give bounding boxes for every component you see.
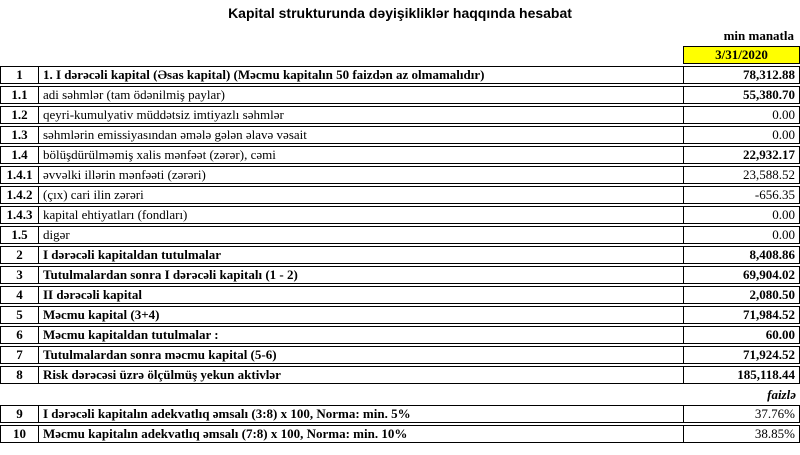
unit-label: min manatla [723, 27, 794, 43]
table-row [0, 226, 800, 244]
row-value: 8,408.86 [683, 246, 800, 264]
row-number: 9 [0, 405, 38, 423]
row-value: 55,380.70 [683, 86, 800, 104]
row-number: 6 [0, 326, 38, 344]
row-number: 1 [0, 66, 38, 84]
row-label: 1. I dərəcəli kapital (Əsas kapital) (Məcmu kapitalın 50 faizdən az olmamalıdır) [38, 66, 683, 84]
row-value: 60.00 [683, 326, 800, 344]
row-number: 1.1 [0, 86, 38, 104]
row-label: Məcmu kapital (3+4) [38, 306, 683, 324]
row-label [38, 386, 683, 403]
date-header-cell: 3/31/2020 [683, 46, 800, 64]
table-row [0, 86, 800, 104]
row-number: 1.3 [0, 126, 38, 144]
row-label: səhmlərin emissiyasından əmələ gələn əlavə vəsait [38, 126, 683, 144]
row-label: digər [38, 226, 683, 244]
row-label: bölüşdürülməmiş xalis mənfəət (zərər), cəmi [38, 146, 683, 164]
row-value: 0.00 [683, 226, 800, 244]
row-number: 3 [0, 266, 38, 284]
row-number: 8 [0, 366, 38, 384]
row-number: 1.4.3 [0, 206, 38, 224]
row-value: 0.00 [683, 106, 800, 124]
table-row [0, 146, 800, 164]
row-number: 1.4.2 [0, 186, 38, 204]
row-number: 5 [0, 306, 38, 324]
row-number: 1.2 [0, 106, 38, 124]
row-label: I dərəcəli kapitalın adekvatlıq əmsalı (3:8) x 100, Norma: min. 5% [38, 405, 683, 423]
row-label: II dərəcəli kapital [38, 286, 683, 304]
row-label: Məcmu kapitalın adekvatlıq əmsalı (7:8) x 100, Norma: min. 10% [38, 425, 683, 443]
date-row-spacer [0, 46, 683, 64]
row-number: 1.4 [0, 146, 38, 164]
row-value: 2,080.50 [683, 286, 800, 304]
row-value: 71,984.52 [683, 306, 800, 324]
row-value: 37.76% [683, 405, 800, 423]
row-number: 1.5 [0, 226, 38, 244]
row-value: 23,588.52 [683, 166, 800, 184]
row-label: (çıx) cari ilin zərəri [38, 186, 683, 204]
row-value: faizlə [767, 386, 796, 402]
row-value: -656.35 [683, 186, 800, 204]
table-row [0, 206, 800, 224]
date-header-row [0, 46, 800, 64]
table-row [0, 66, 800, 84]
table-row [0, 386, 800, 403]
table-row [0, 405, 800, 423]
row-label: I dərəcəli kapitaldan tutulmalar [38, 246, 683, 264]
table-row [0, 425, 800, 443]
row-label: Tutulmalardan sonra I dərəcəli kapitalı (1 - 2) [38, 266, 683, 284]
row-label: Məcmu kapitaldan tutulmalar : [38, 326, 683, 344]
unit-row-spacer [0, 27, 683, 44]
report-title: Kapital strukturunda dəyişikliklər haqqında hesabat [228, 5, 572, 21]
table-row [0, 286, 800, 304]
row-number: 2 [0, 246, 38, 264]
table-row [0, 366, 800, 384]
table-row [0, 166, 800, 184]
table-row [0, 126, 800, 144]
row-value: 0.00 [683, 126, 800, 144]
row-label: kapital ehtiyatları (fondları) [38, 206, 683, 224]
table-row [0, 306, 800, 324]
table-row [0, 266, 800, 284]
row-number [0, 386, 38, 403]
row-number: 4 [0, 286, 38, 304]
row-label: Tutulmalardan sonra məcmu kapital (5-6) [38, 346, 683, 364]
row-value: 78,312.88 [683, 66, 800, 84]
table-row [0, 106, 800, 124]
row-value: 69,904.02 [683, 266, 800, 284]
row-value: 22,932.17 [683, 146, 800, 164]
row-number: 7 [0, 346, 38, 364]
unit-label-row [0, 27, 800, 44]
row-label: qeyri-kumulyativ müddətsiz imtiyazlı səhmlər [38, 106, 683, 124]
row-value: 185,118.44 [683, 366, 800, 384]
table-row [0, 186, 800, 204]
row-value: 38.85% [683, 425, 800, 443]
table-row [0, 326, 800, 344]
row-number: 1.4.1 [0, 166, 38, 184]
row-value: 71,924.52 [683, 346, 800, 364]
row-value: 0.00 [683, 206, 800, 224]
table-row [0, 346, 800, 364]
row-label: adi səhmlər (tam ödənilmiş paylar) [38, 86, 683, 104]
capital-structure-table [0, 25, 800, 445]
row-label: Risk dərəcəsi üzrə ölçülmüş yekun aktivlər [38, 366, 683, 384]
row-number: 10 [0, 425, 38, 443]
table-row [0, 246, 800, 264]
row-label: əvvəlki illərin mənfəəti (zərəri) [38, 166, 683, 184]
